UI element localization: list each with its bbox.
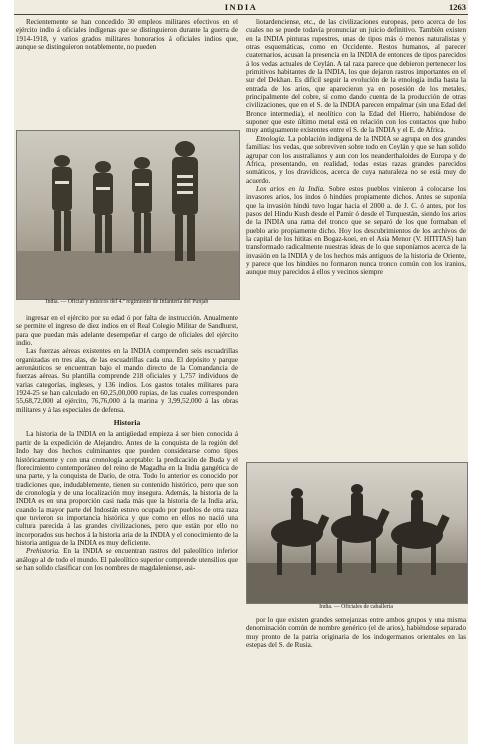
header-rule — [14, 14, 468, 15]
paragraph: Las fuerzas aéreas existentes en la INDIA comprenden seis escuadrillas organizadas en tres alas, de las escuadrillas cada una. El depósito y parque aeronáuticos se encuentran bajo el mando directo de la Comandancia de fuerzas aéreas. Su plantilla comprende 218 oficiales y 1,757 individuos de varias categorías, ingleses, y 136 indios. Los gastos totales militares para 1924-25 se han calculado en 60,25,00,000 rupias, de las cuales corresponden 55,68,72,000 al ejército, 76,76,000 á la marina y 3,99,52,000 á las obras militares y á las especiales de defensa. — [16, 347, 238, 414]
page-title: INDIA — [224, 2, 258, 12]
paragraph: liotardenciense, etc., de las civilizaciones europeas, pero acerca de los cuales no se puede todavía pronunciar un juicio definitivo. También existen en la INDIA pinturas rupestres, unas de tipos más ó menos naturalistas y otras esquemáticas, como en Occidente. Restos humanos, al parecer cuaternarios, acusan la presencia en la INDIA de entonces de tipos parecidos á los vedas actuales de Ceylán. A tal raza parece que debieron pertenecer los primitivos habitantes de la INDIA, los que dejaron rastros importantes en el sur del Dekhan. Es difícil seguir la evolución de la etnología india hasta la entrada de los arios, que aparecieron ya en posesión de los metales, principalmente del cobre, si como dando cuenta de la producción de otras civilizaciones, que en el S. de la INDIA parecen empalmar (sin una Edad del Bronce intermedia), el neolítico con la Edad del Hierro, habiéndose de suponer que este último metal está en relación con los contactos que hubo muy antiguamente existentes entre el S. de la INDIA y el E. de Africa. — [246, 18, 466, 135]
photo-cavalry-illustration — [247, 463, 467, 603]
photo-cavalry-officers — [246, 462, 468, 604]
photo-caption: India. — Oficiales de caballería — [319, 604, 393, 610]
section-heading-historia: Historia — [113, 418, 141, 428]
paragraph: La historia de la INDIA en la antigüedad empieza á ser bien conocida á partir de la expedición de Alejandro. Antes de la conquista de la región del Indo hay dos hechos culminantes que pueden considerarse como tipos históricamente y con una cronología aceptable: la predicación de Buda y el florecimiento contemporáneo del reino de Magadha en la India gangética de una parte, y la conquista de Darío, de otra. Todo lo anterior es conocido por tradiciones que, indudablemente, tienen su contenido histórico, pero que son de cronología y de una localización muy insegura. Además, la historia de la INDIA es en una proporción casi nada más que la historia de la India aria, cuando la mayor parte del Indostán estuvo ocupado por pueblos de otra raza que tuvieron su importancia histórica y que como en ellos no nació una cultura parecida á las grandes civilizaciones, pero que están por ello no incorporados sus hechos á la historia aria de la INDIA y el conocimiento de la historia antigua de la INDIA es muy deficiente. — [16, 430, 238, 547]
photo-infantry-officers — [16, 130, 240, 300]
paragraph-text: Sobre estos pueblos vinieron á colocarse los invasores arios, los indos ó hindúes propiamente dichos. Antes se suponía que la invasión hindú tuvo lugar hacia el 2000 a. de J. C. ó antes, por los pasos del Hindu Kush desde el Pamir ó desde el Turquestán, siendo los arios de la INDIA una rama del tronco que se separó de los que formaban el pueblo ario propiamente dicho. Hoy los descubrimientos de los archivos de la capital de los hititas en Bogaz-koei, en el Asia Menor (V. HITITAS) han transformado radicalmente nuestras ideas de lo que suponíamos acerca de la invasión en la INDIA y de los hechos más antiguos de la historia de Oriente, y parece que los hindúes no formaron nunca tronco común con los iranios, aunque muy parecidos á ellos y vecinos siempre — [246, 184, 466, 277]
paragraph — [16, 547, 238, 572]
column-left-bottom — [16, 314, 238, 740]
paragraph — [246, 185, 466, 277]
column-right-bottom — [246, 616, 466, 740]
column-left-top — [16, 18, 238, 128]
photo-infantry-illustration — [17, 131, 239, 299]
paragraph: por lo que existen grandes semejanzas entre ambos grupos y una misma denominación común de nombre genérico (el de arios), habiéndose separado muy pronto de la patria originaria de los indogermanos orientales en las estepas del S. de Rusia. — [246, 616, 466, 650]
encyclopedia-page — [14, 0, 468, 744]
paragraph-text: La población indígena de la INDIA se agrupa en dos grandes familias: los vedas, que sobreviven sobre todo en Ceylán y que se han solido agrupar con los australianos y aun con los neanderthaloides de Europa y de Africa, presentando, en realidad, todas estas razas grandes parecidos somáticos, y los dravídicos, acerca de cuya naturaleza no se está muy de acuerdo. — [246, 134, 466, 185]
column-right-top — [246, 18, 466, 458]
paragraph: Recientemente se han concedido 30 empleos militares efectivos en el ejército indio á oficiales indígenas que se distinguieron durante la guerra de 1914-1918, y varios grados militares honorarios á oficiales indios que, aunque se distinguieron notablemente, no pueden — [16, 18, 238, 52]
paragraph: ingresar en el ejército por su edad ó por falta de instrucción. Anualmente se permite el ingreso de diez indios en el Real Colegio Militar de Sandhurst, para que puedan más adelante desempeñar el cargo de oficiales del ejército indio. — [16, 314, 238, 348]
photo-caption: India. — Oficial y músicos del 4.º regimiento de Infantería del Punjab — [45, 299, 209, 305]
subheading: Los arios en la India. — [256, 184, 325, 193]
page-number: 1263 — [449, 2, 466, 12]
subheading: Etnología. — [256, 134, 286, 143]
subheading: Prehistoria. — [26, 547, 60, 556]
paragraph-text: En la INDIA se encuentran rastros del paleolítico inferior análogo al de todo el mundo. El paleolítico superior comprende utensilios que se han solido clasificar con los nombres de magdaleniense, asi- — [16, 547, 238, 572]
page-header — [14, 2, 468, 14]
paragraph — [246, 135, 466, 185]
